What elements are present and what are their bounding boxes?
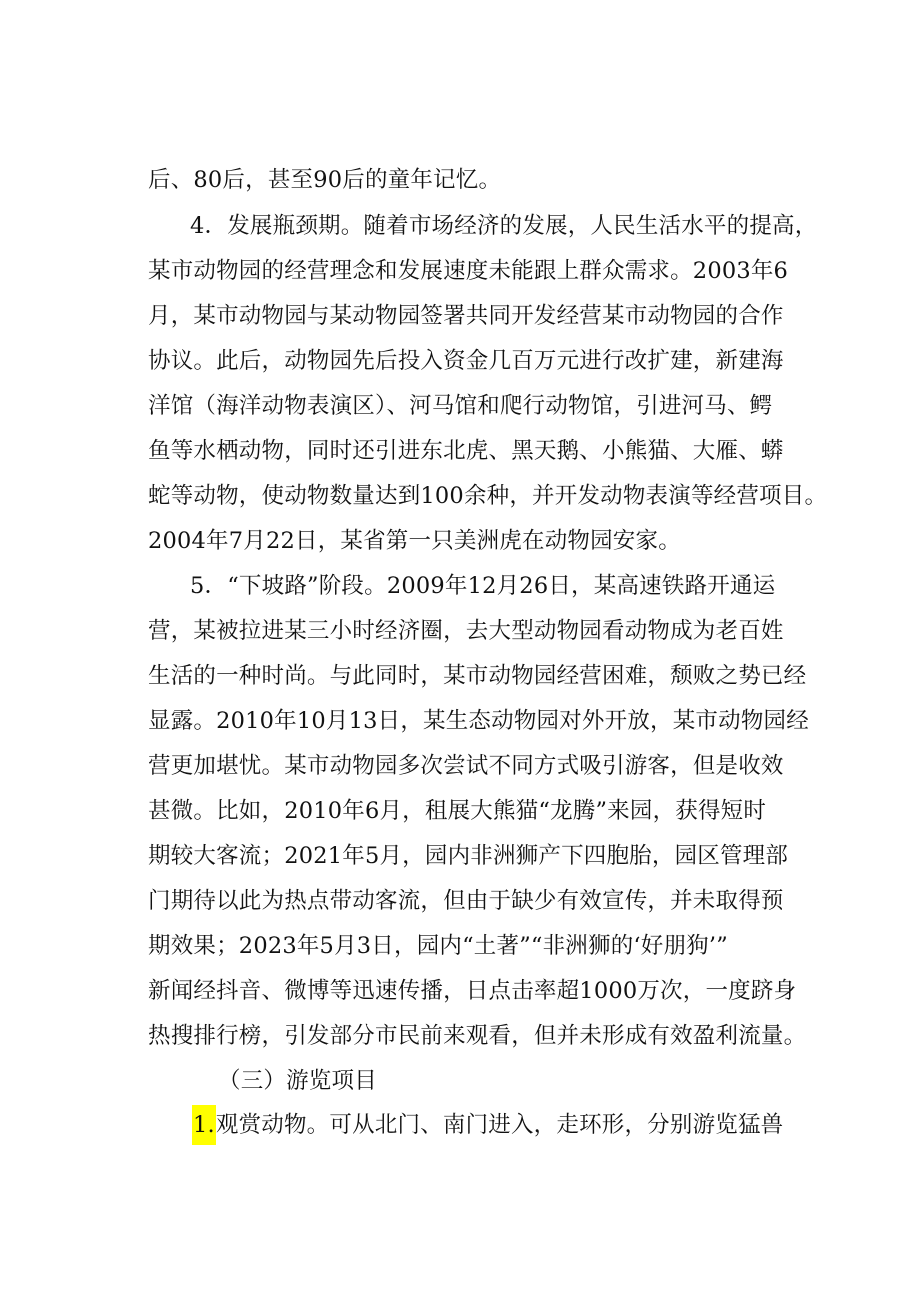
text-line: 洋馆（海洋动物表演区）、河马馆和爬行动物馆，引进河马、鳄: [148, 393, 773, 419]
text-line: 蛇等动物，使动物数量达到100余种，并开发动物表演等经营项目。: [148, 483, 828, 509]
text-line: 期效果；2023年5月3日，园内“土著”“非洲狮的‘好朋狗’”: [148, 933, 728, 959]
text-line: 协议。此后，动物园先后投入资金几百万元进行改扩建，新建海: [148, 348, 784, 374]
list-number: 1.: [192, 1105, 216, 1145]
text-line: 热搜排行榜，引发部分市民前来观看，但并未形成有效盈利流量。: [148, 1023, 807, 1049]
text-line: 4．发展瓶颈期。随着市场经济的发展，人民生活水平的提高，: [190, 213, 818, 239]
text-line: 甚微。比如，2010年6月，租展大熊猫“龙腾”来园，获得短时: [148, 798, 767, 824]
text-line: 新闻经抖音、微博等迅速传播，日点击率超1000万次，一度跻身: [148, 978, 797, 1004]
text-line: 生活的一种时尚。与此同时，某市动物园经营困难，颓败之势已经: [148, 663, 807, 689]
text-line: 后、80后，甚至90后的童年记忆。: [148, 167, 502, 193]
text-line: 营，某被拉进某三小时经济圈，去大型动物园看动物成为老百姓: [148, 618, 784, 644]
text-line: 5．“下坡路”阶段。2009年12月26日，某高速铁路开通运: [190, 573, 776, 599]
text-line: 2004年7月22日，某省第一只美洲虎在动物园安家。: [148, 528, 681, 554]
text-line: 1.观赏动物。可从北门、南门进入，走环形，分别游览猛兽: [192, 1105, 900, 1145]
text-line: 期较大客流；2021年5月，园内非洲狮产下四胞胎，园区管理部: [148, 843, 789, 869]
text-line: 月，某市动物园与某动物园签署共同开发经营某市动物园的合作: [148, 303, 784, 329]
text-line: 某市动物园的经营理念和发展速度未能跟上群众需求。2003年6: [148, 258, 789, 284]
text-line: 门期待以此为热点带动客流，但由于缺少有效宣传，并未取得预: [148, 888, 784, 914]
text-line: 鱼等水栖动物，同时还引进东北虎、黑天鹅、小熊猫、大雁、蟒: [148, 438, 784, 464]
text-line: 显露。2010年10月13日，某生态动物园对外开放，某市动物园经: [148, 708, 809, 734]
text-line: 营更加堪忧。某市动物园多次尝试不同方式吸引游客，但是收效: [148, 753, 784, 779]
section-heading: （三）游览项目: [218, 1068, 377, 1094]
